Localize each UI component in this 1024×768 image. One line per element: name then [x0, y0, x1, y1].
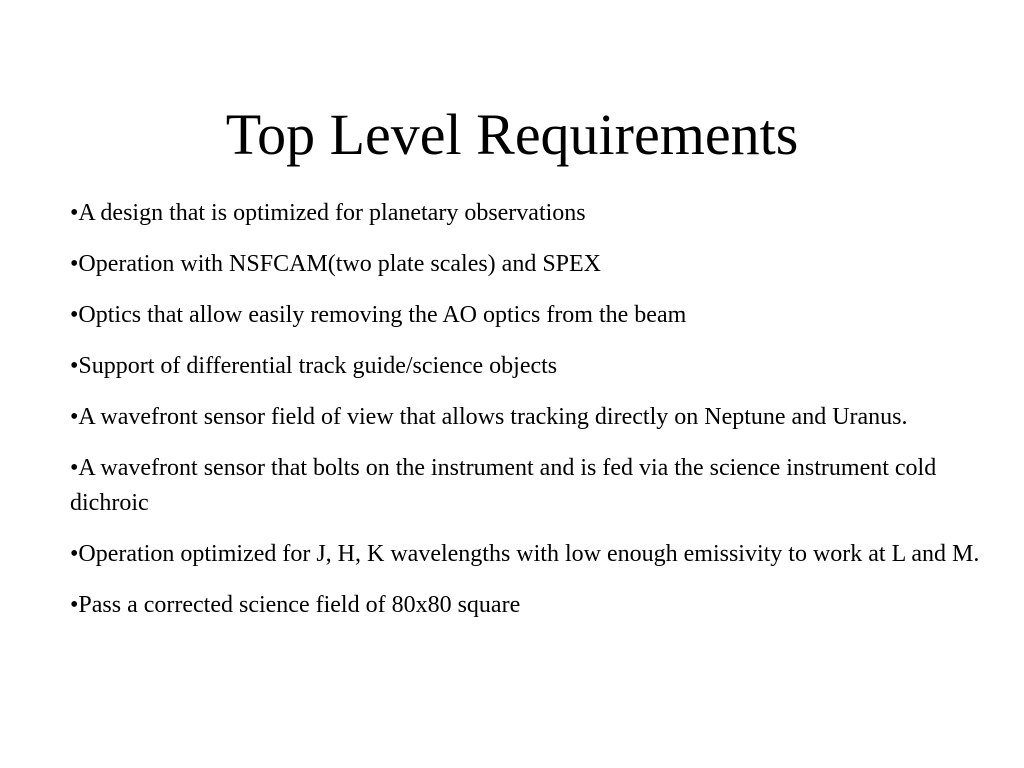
bullet-list	[70, 196, 990, 623]
bullet-item: •A wavefront sensor field of view that allows tracking directly on Neptune and Uranus.	[70, 404, 908, 430]
bullet-item: •Operation with NSFCAM(two plate scales) and SPEX	[70, 251, 602, 277]
bullet-item: •A design that is optimized for planetary observations	[70, 200, 586, 226]
bullet-item: •Pass a corrected science field of 80x80 square	[70, 592, 521, 618]
slide-title: Top Level Requirements	[225, 102, 799, 167]
bullet-item: •Operation optimized for J, H, K wavelengths with low enough emissivity to work at L and M.	[70, 541, 980, 567]
bullet-item: •Optics that allow easily removing the AO optics from the beam	[70, 302, 687, 328]
bullet-item: •Support of differential track guide/science objects	[70, 353, 558, 379]
bullet-item: •A wavefront sensor that bolts on the instrument and is fed via the science instrument cold dichroic	[70, 455, 937, 516]
